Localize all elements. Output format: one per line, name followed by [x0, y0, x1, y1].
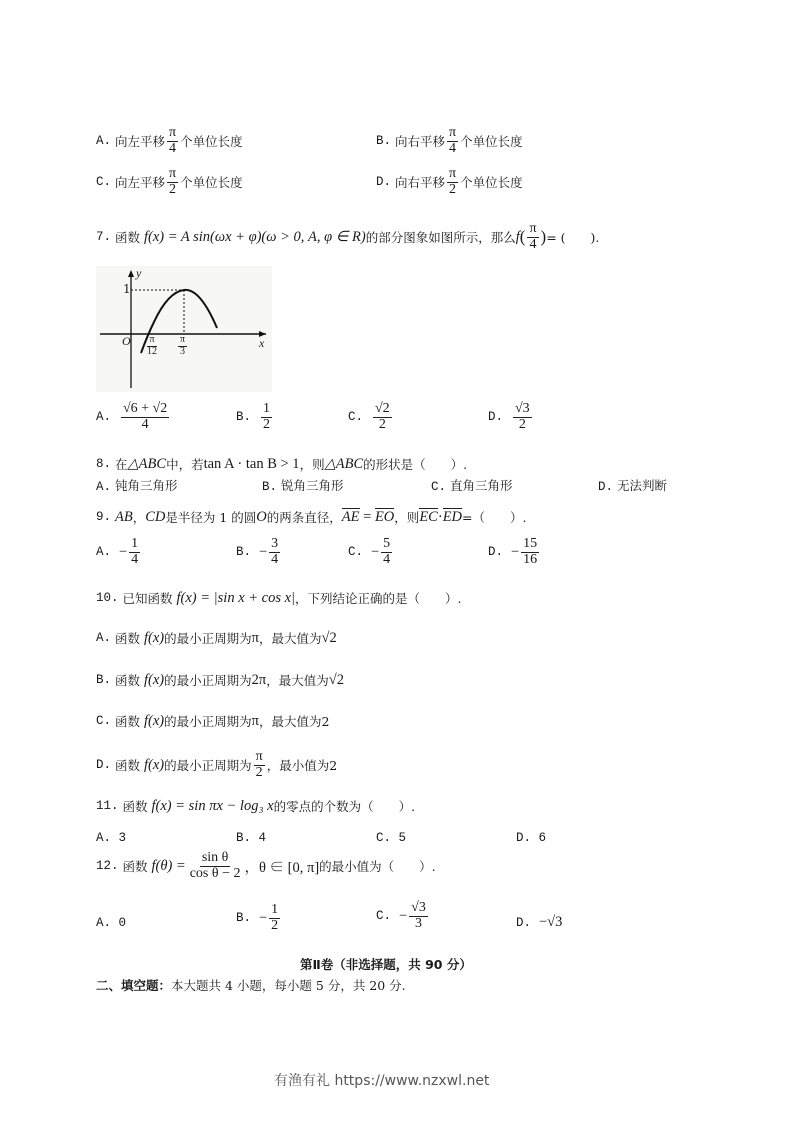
q12-stem: 12. 函数 f(θ) = $\frac{\text{sin θ}}{\text{cos θ − 2}}$ ，θ ∈ [0, π] 的最小值为（ ）.: [96, 850, 436, 881]
vector-eo: EO: [374, 509, 395, 525]
q9-option-d: D. − $\frac{15}{16}$: [488, 536, 538, 567]
option-label: A.: [96, 134, 112, 149]
q6-option-c: C. 向左平移 $\frac{\pi}{2}$ 个单位长度: [96, 166, 243, 197]
q6-option-d: D. 向右平移 $\frac{\pi}{2}$ 个单位长度: [376, 166, 523, 197]
fraction: $\frac{\pi}{4}$: [529, 221, 537, 252]
fraction: $\frac{\pi}{4}$: [449, 125, 457, 156]
q9-stem: 9. AB ， CD 是半径为 1 的圆 O 的两条直径， AE = EO ，则 EC · ED =（ ）.: [96, 508, 527, 525]
q7-option-b: B. $\frac{1}{2}$: [236, 401, 270, 432]
q9-option-a: A. − $\frac{1}{4}$: [96, 536, 139, 567]
q10-stem: 10. 已知函数 f(x) = |sin x + cos x| ，下列结论正确的是（ ）.: [96, 589, 462, 606]
section-ii-heading: 二、填空题：本大题共 4 小题，每小题 5 分，共 20 分.: [96, 978, 406, 993]
q7-graph: [96, 266, 272, 392]
q8-option-a: A. 钝角三角形: [96, 478, 178, 494]
fraction: $\frac{\pi}{2}$: [169, 166, 177, 197]
q11-option-a: A. 3: [96, 831, 127, 845]
option-label: C.: [96, 175, 112, 190]
q10-option-b: B. 函数 f(x) 的最小正周期为 2π ，最大值为 √2: [96, 671, 344, 688]
origin-label: O: [122, 334, 131, 348]
q8-option-c: C. 直角三角形: [431, 478, 513, 494]
x-tick-pi-12: $\frac{\pi}{12}$: [147, 334, 157, 357]
vector-ec: EC: [419, 509, 438, 525]
x-axis-label: x: [259, 336, 265, 350]
section-ii-title: 第Ⅱ卷（非选择题，共 90 分）: [300, 957, 472, 972]
q9-option-b: B. − $\frac{3}{4}$: [236, 536, 279, 567]
q8-option-b: B. 锐角三角形: [262, 478, 344, 494]
option-label: D.: [376, 175, 392, 190]
q8-option-d: D. 无法判断: [598, 478, 668, 494]
q11-option-d: D. 6: [516, 831, 547, 845]
q12-option-b: B. − $\frac{1}{2}$: [236, 902, 279, 933]
question-number: 7.: [96, 230, 112, 245]
y-tick-1: 1: [123, 282, 131, 296]
vector-ed: ED: [442, 509, 463, 525]
fraction: $\frac{\pi}{2}$: [449, 166, 457, 197]
q7-option-d: D. $\frac{√3}{2}$: [488, 401, 530, 432]
q6-option-b: B. 向右平移 $\frac{\pi}{4}$ 个单位长度: [376, 125, 523, 156]
formula: f(x) = |sin x + cos x|: [176, 589, 296, 606]
q7-option-a: A. $\frac{√6 + √2}{4}$: [96, 401, 168, 432]
q10-option-c: C. 函数 f(x) 的最小正周期为 π ，最大值为 2: [96, 712, 330, 729]
formula: f(x) = A sin(ωx + φ)(ω > 0, A, φ ∈ R): [144, 228, 366, 245]
q7-option-c: C. $\frac{√2}{2}$: [348, 401, 390, 432]
q9-option-c: C. − $\frac{5}{4}$: [348, 536, 391, 567]
q11-stem: 11. 函数 f(x) = sin πx − log₃ x 的零点的个数为（ ）.: [96, 797, 416, 814]
footer-watermark: 有渔有礼 https://www.nzxwl.net: [274, 1073, 490, 1089]
fraction: $\frac{\text{sin θ}}{\text{cos θ − 2}}$: [189, 850, 241, 881]
q8-stem: 8. 在 △ABC 中，若 tan A · tan B > 1 ，则 △ABC 的形状是（ ）.: [96, 455, 468, 472]
x-tick-pi-3: $\frac{\pi}{3}$: [180, 334, 186, 357]
q11-option-b: B. 4: [236, 831, 267, 845]
vector-ae: AE: [341, 509, 360, 525]
q7-stem: 7. 函数 f(x) = A sin(ωx + φ)(ω > 0, A, φ ∈ R) 的部分图象如图所示，那么 f ( $\frac{\pi}{4}$ ) = ( ).: [96, 221, 600, 252]
option-label: B.: [376, 134, 392, 149]
q12-option-d: D. −√3: [516, 914, 563, 930]
q11-option-c: C. 5: [376, 831, 407, 845]
q12-option-c: C. − $\frac{√3}{3}$: [376, 900, 426, 931]
formula: f(x) = sin πx − log₃ x: [151, 797, 274, 814]
q12-option-a: A. 0: [96, 916, 127, 930]
y-axis-label: y: [136, 266, 142, 280]
fraction: $\frac{\pi}{4}$: [169, 125, 177, 156]
q10-option-a: A. 函数 f(x) 的最小正周期为 π ，最大值为 √2: [96, 629, 337, 646]
q10-option-d: D. 函数 f(x) 的最小正周期为 $\frac{\pi}{2}$ ，最小值为 2: [96, 749, 338, 780]
q6-option-a: A. 向左平移 $\frac{\pi}{4}$ 个单位长度: [96, 125, 243, 156]
